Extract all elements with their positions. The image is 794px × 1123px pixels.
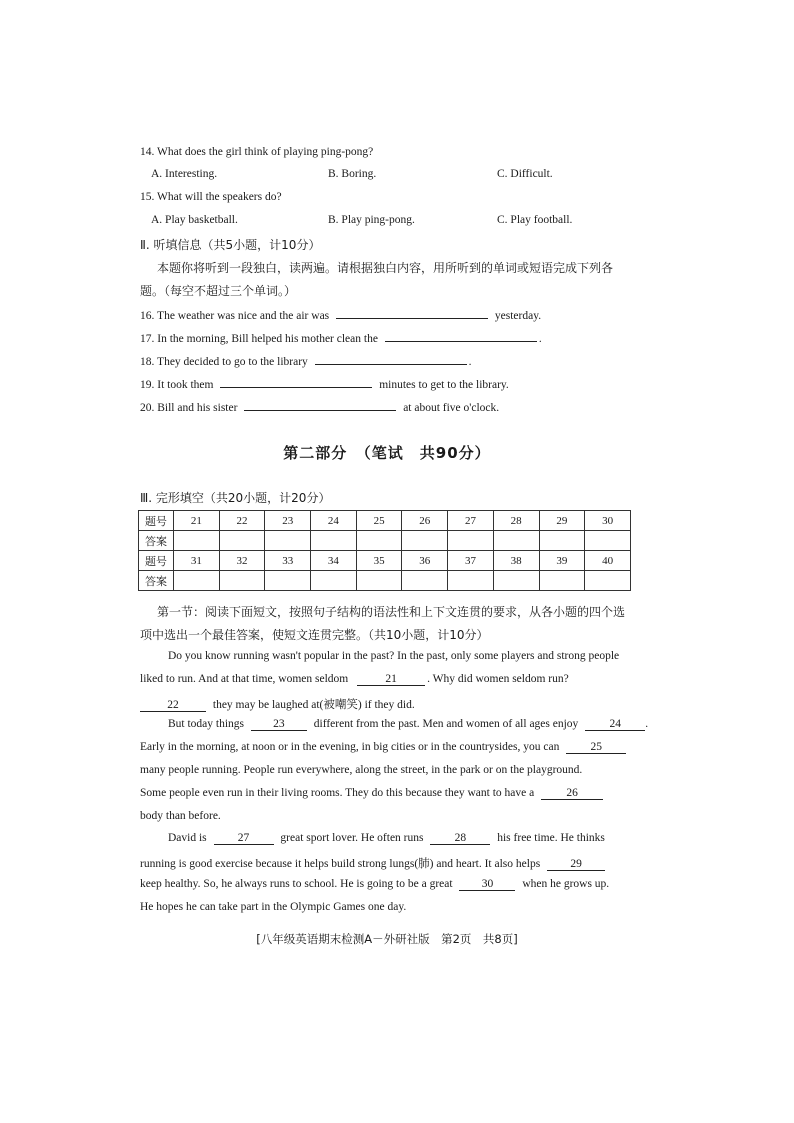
passage-text: Early in the morning, at noon or in the evening, in big cities or in the countrysides, you can xyxy=(140,741,560,753)
blank-25[interactable]: 25 xyxy=(566,741,626,754)
question-number-cell: 22 xyxy=(219,511,265,531)
question-number-cell: 26 xyxy=(402,511,448,531)
question-number-cell: 27 xyxy=(448,511,494,531)
option-a: A. Play basketball. xyxy=(151,214,238,226)
passage-line xyxy=(140,673,569,686)
question-number-cell: 30 xyxy=(585,511,631,531)
answer-cell[interactable] xyxy=(448,571,494,591)
item-text-after: . xyxy=(538,333,542,345)
question-number-cell: 40 xyxy=(585,551,631,571)
number-label: 题号 xyxy=(139,511,174,531)
passage-text: they may be laughed at(被嘲笑) if they did. xyxy=(212,699,415,711)
answer-cell[interactable] xyxy=(539,571,585,591)
question-number-cell: 34 xyxy=(311,551,357,571)
answer-cell[interactable] xyxy=(493,571,539,591)
question-text: What will the speakers do? xyxy=(157,191,282,203)
passage-line xyxy=(140,787,603,800)
item-text: Bill and his sister xyxy=(157,402,238,414)
answer-label: 答案 xyxy=(139,531,174,551)
option-a: A. Interesting. xyxy=(151,168,218,180)
answer-grid xyxy=(138,510,631,591)
question-14 xyxy=(140,146,373,158)
blank-23[interactable]: 23 xyxy=(251,718,307,731)
question-number-cell: 36 xyxy=(402,551,448,571)
question-number-cell: 21 xyxy=(174,511,220,531)
passage-line: Do you know running wasn't popular in the past? In the past, only some players and strong people xyxy=(168,650,620,662)
passage-text: his free time. He thinks xyxy=(497,832,605,844)
number-label: 题号 xyxy=(139,551,174,571)
item-text-after: at about five o'clock. xyxy=(403,402,500,414)
passage-text: . Why did women seldom run? xyxy=(427,673,569,685)
page-footer: [八年级英语期末检测A－外研社版 第2页 共8页] xyxy=(256,932,518,946)
blank-29[interactable]: 29 xyxy=(547,858,605,871)
passage-line xyxy=(168,718,648,731)
question-number: 14. xyxy=(140,146,155,158)
item-text-after: yesterday. xyxy=(494,310,542,322)
passage-line xyxy=(168,832,605,845)
item-text: It took them xyxy=(157,379,214,391)
blank-24[interactable]: 24 xyxy=(585,718,645,731)
passage-line xyxy=(140,696,415,712)
answer-cell[interactable] xyxy=(265,571,311,591)
section-2-instruction-cont: 题。（每空不超过三个单词。） xyxy=(140,284,297,298)
fill-item-19 xyxy=(140,375,509,391)
question-number-cell: 33 xyxy=(265,551,311,571)
passage-line xyxy=(140,741,626,754)
question-number-cell: 31 xyxy=(174,551,220,571)
section-2-instruction: 本题你将听到一段独白，读两遍。请根据独白内容，用所听到的单词或短语完成下列各 xyxy=(157,261,614,275)
answer-cell[interactable] xyxy=(493,531,539,551)
part-2-title: 第二部分 （笔试 共90分） xyxy=(283,444,491,462)
answer-cell[interactable] xyxy=(174,531,220,551)
passage-text: keep healthy. So, he always runs to school. He is going to be a great xyxy=(140,878,453,890)
passage-text: Some people even run in their living rooms. They do this because they want to have a xyxy=(140,787,535,799)
question-number-cell: 37 xyxy=(448,551,494,571)
item-number: 20. xyxy=(140,402,155,414)
question-number: 15. xyxy=(140,191,155,203)
answer-cell[interactable] xyxy=(402,571,448,591)
answer-cell[interactable] xyxy=(219,531,265,551)
answer-cell[interactable] xyxy=(174,571,220,591)
blank-27[interactable]: 27 xyxy=(214,832,274,845)
passage-line: body than before. xyxy=(140,810,221,822)
fill-item-18 xyxy=(140,352,472,368)
question-number-cell: 25 xyxy=(356,511,402,531)
answer-row xyxy=(139,531,631,551)
blank-21[interactable]: 21 xyxy=(357,673,425,686)
answer-cell[interactable] xyxy=(356,531,402,551)
option-b: B. Boring. xyxy=(328,168,377,180)
passage-line: many people running. People run everywhere, along the street, in the park or on the playground. xyxy=(140,764,583,776)
passage-text: running is good exercise because it helps build strong lungs(肺) and heart. It also helps xyxy=(140,858,541,870)
answer-blank[interactable] xyxy=(336,306,488,319)
passage-line: He hopes he can take part in the Olympic Games one day. xyxy=(140,901,407,913)
answer-label: 答案 xyxy=(139,571,174,591)
fill-item-17 xyxy=(140,329,542,345)
question-number-cell: 35 xyxy=(356,551,402,571)
item-number: 19. xyxy=(140,379,155,391)
item-text-after: . xyxy=(468,356,472,368)
question-number-cell: 32 xyxy=(219,551,265,571)
question-number-cell: 38 xyxy=(493,551,539,571)
answer-cell[interactable] xyxy=(539,531,585,551)
passage-text: when he grows up. xyxy=(522,878,610,890)
item-text: In the morning, Bill helped his mother clean the xyxy=(157,333,378,345)
answer-row xyxy=(139,571,631,591)
passage-text: David is xyxy=(168,832,207,844)
answer-cell[interactable] xyxy=(585,571,631,591)
fill-item-20 xyxy=(140,398,499,414)
item-number: 16. xyxy=(140,310,155,322)
answer-cell[interactable] xyxy=(448,531,494,551)
item-number: 18. xyxy=(140,356,155,368)
passage-text: different from the past. Men and women of all ages enjoy xyxy=(313,718,579,730)
option-c: C. Difficult. xyxy=(497,168,553,180)
answer-cell[interactable] xyxy=(311,571,357,591)
item-text: They decided to go to the library xyxy=(157,356,308,368)
answer-blank[interactable] xyxy=(244,398,396,411)
subsection-instruction: 第一节：阅读下面短文，按照句子结构的语法性和上下文连贯的要求，从各小题的四个选 xyxy=(157,605,626,619)
passage-text: liked to run. And at that time, women seldom xyxy=(140,673,349,685)
fill-item-16 xyxy=(140,306,541,322)
section-3-heading: Ⅲ. 完形填空（共20小题，计20分） xyxy=(140,491,331,505)
blank-22[interactable]: 22 xyxy=(140,699,206,712)
item-text: The weather was nice and the air was xyxy=(157,310,330,322)
answer-cell[interactable] xyxy=(265,531,311,551)
answer-cell[interactable] xyxy=(311,531,357,551)
passage-line xyxy=(140,878,609,891)
answer-blank[interactable] xyxy=(220,375,372,388)
blank-30[interactable]: 30 xyxy=(459,878,515,891)
passage-text: But today things xyxy=(168,718,245,730)
blank-26[interactable]: 26 xyxy=(541,787,603,800)
question-15 xyxy=(140,191,282,203)
answer-cell[interactable] xyxy=(356,571,402,591)
passage-line xyxy=(140,855,605,871)
blank-28[interactable]: 28 xyxy=(430,832,490,845)
answer-cell[interactable] xyxy=(402,531,448,551)
option-c: C. Play football. xyxy=(497,214,573,226)
answer-cell[interactable] xyxy=(219,571,265,591)
question-number-cell: 23 xyxy=(265,511,311,531)
question-number-cell: 39 xyxy=(539,551,585,571)
answer-blank[interactable] xyxy=(315,352,467,365)
option-b: B. Play ping-pong. xyxy=(328,214,415,226)
section-2-heading: Ⅱ. 听填信息（共5小题，计10分） xyxy=(140,238,321,252)
question-number-cell: 28 xyxy=(493,511,539,531)
item-number: 17. xyxy=(140,333,155,345)
answer-blank[interactable] xyxy=(385,329,537,342)
question-number-cell: 29 xyxy=(539,511,585,531)
number-row xyxy=(139,551,631,571)
passage-text: . xyxy=(645,718,649,730)
question-number-cell: 24 xyxy=(311,511,357,531)
answer-cell[interactable] xyxy=(585,531,631,551)
number-row xyxy=(139,511,631,531)
item-text-after: minutes to get to the library. xyxy=(379,379,509,391)
question-text: What does the girl think of playing ping-pong? xyxy=(157,146,374,158)
passage-text: great sport lover. He often runs xyxy=(280,832,424,844)
subsection-instruction-cont: 项中选出一个最佳答案，使短文连贯完整。（共10小题，计10分） xyxy=(140,628,489,642)
